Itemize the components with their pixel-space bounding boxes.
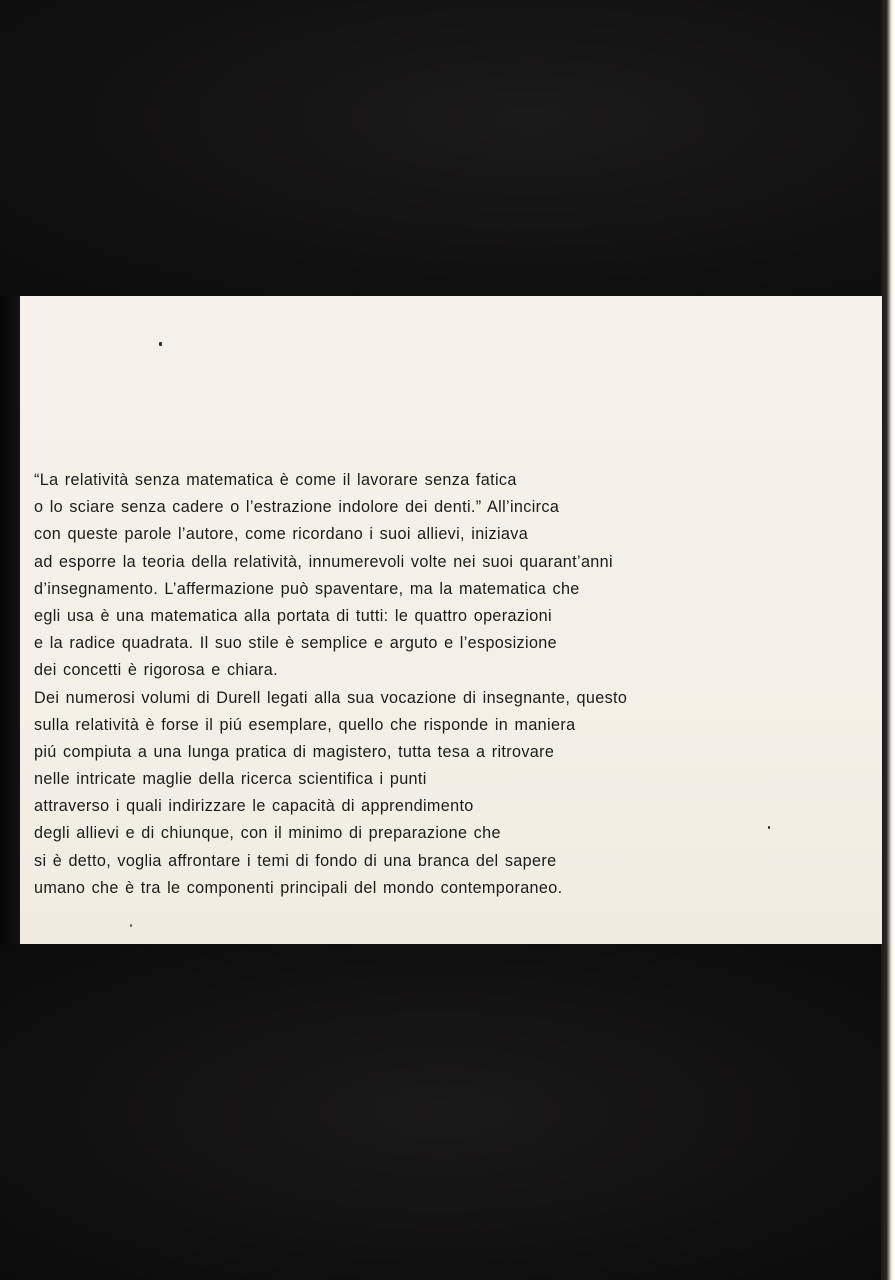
blurb-text bbox=[34, 467, 814, 902]
blurb-line: dei concetti è rigorosa e chiara. bbox=[34, 661, 278, 680]
bottom-black-band bbox=[0, 944, 882, 1280]
blurb-line: o lo sciare senza cadere o l’estrazione indolore dei denti.” All’incirca bbox=[34, 498, 560, 517]
blurb-line: Dei numerosi volumi di Durell legati alla sua vocazione di insegnante, questo bbox=[34, 688, 628, 707]
blurb-line: degli allievi e di chiunque, con il minimo di preparazione che bbox=[34, 824, 501, 843]
cover-right-edge bbox=[881, 0, 895, 1280]
blurb-line: attraverso i quali indirizzare le capacità di apprendimento bbox=[34, 797, 474, 816]
blurb-line: “La relatività senza matematica è come il lavorare senza fatica bbox=[34, 471, 517, 489]
top-black-band bbox=[0, 0, 882, 296]
paper-speck bbox=[159, 342, 162, 346]
blurb-line: egli usa è una matematica alla portata di tutti: le quattro operazioni bbox=[34, 606, 552, 625]
blurb-line: ad esporre la teoria della relatività, innumerevoli volte nei suoi quarant’anni bbox=[34, 552, 613, 571]
blurb-line: e la radice quadrata. Il suo stile è semplice e arguto e l’esposizione bbox=[34, 634, 558, 653]
blurb-line: piú compiuta a una lunga pratica di magistero, tutta tesa a ritrovare bbox=[34, 742, 555, 761]
blurb-line: nelle intricate maglie della ricerca scientifica i punti bbox=[34, 770, 427, 789]
paper-speck bbox=[130, 924, 132, 927]
blurb-line: umano che è tra le componenti principali del mondo contemporaneo. bbox=[34, 878, 563, 897]
blurb-line: si è detto, voglia affrontare i temi di fondo di una branca del sapere bbox=[34, 851, 557, 870]
blurb-line: sulla relatività è forse il piú esemplare, quello che risponde in maniera bbox=[34, 715, 576, 734]
blurb-line: con queste parole l’autore, come ricordano i suoi allievi, iniziava bbox=[34, 525, 529, 544]
blurb-line: d’insegnamento. L’affermazione può spaventare, ma la matematica che bbox=[34, 579, 580, 598]
